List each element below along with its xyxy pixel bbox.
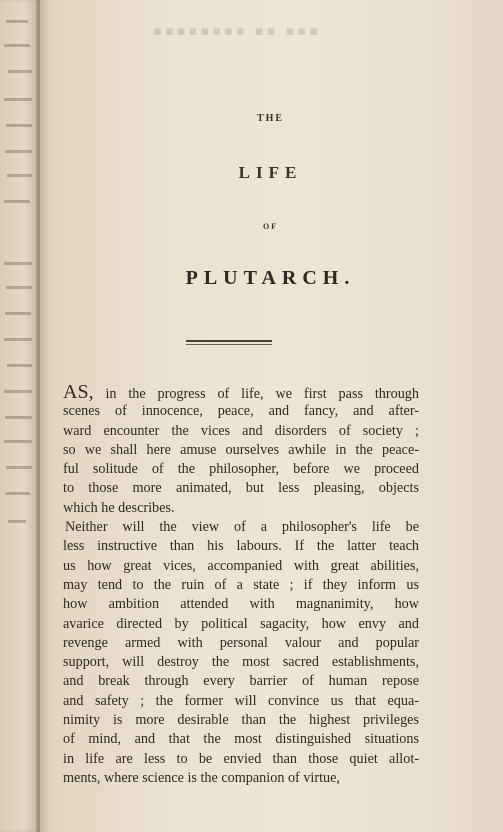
text-line: less instructive than his labours. If the latter teach: [63, 538, 419, 555]
title-the: THE: [256, 113, 285, 124]
paragraph-1: [63, 383, 419, 518]
text-line: so we shall here amuse ourselves awhile in the peace-: [63, 441, 419, 458]
text-line: Neither will the view of a philosopher's life be: [65, 519, 419, 536]
text-line: and safety ; the former will convince us that equa-: [63, 692, 419, 709]
text-line: how ambition attended with magnanimity, how: [63, 596, 419, 613]
text-line: to those more animated, but less pleasing, objects: [63, 480, 419, 497]
text-line: which he describes.: [63, 499, 175, 516]
text-line: may tend to the ruin of a state ; if they inform us: [63, 576, 419, 593]
text-line: and break through every barrier of human repose: [63, 673, 419, 690]
body-text: [63, 383, 419, 788]
text-line: ful solitude of the philosopher, before we proceed: [63, 461, 419, 478]
text-line: of mind, and that the most distinguished situations: [63, 731, 419, 748]
facing-page-edge: [0, 0, 40, 832]
title-life: LIFE: [238, 163, 303, 182]
text-line: scenes of innocence, peace, and fancy, and after-: [63, 403, 419, 420]
text-line: revenge armed with personal valour and popular: [63, 634, 419, 651]
text-line: us how great vices, accompanied with great abilities,: [63, 557, 419, 574]
bleed-through-text: ▪▪▪ ▪▪ ▪▪▪▪▪▪▪▪: [150, 24, 318, 39]
text-line: avarice directed by political sagacity, how envy and: [63, 615, 419, 632]
text-line: in life are less to be envied than those quiet allot-: [63, 750, 419, 767]
text-line: nimity is more desirable than the highest privileges: [63, 712, 419, 729]
text-line: ward encounter the vices and disorders of society ;: [63, 422, 419, 439]
title-of: OF: [262, 222, 279, 231]
title-rule: [186, 340, 272, 345]
text-line: AS, in the progress of life, we first pass through: [63, 381, 419, 403]
text-line: support, will destroy the most sacred establishments,: [63, 654, 419, 671]
paragraph-2: [63, 518, 419, 788]
spine-shadow: [36, 0, 50, 832]
facing-page-text-fragments: [2, 0, 36, 832]
drop-cap: AS,: [63, 381, 94, 403]
text-line: ments, where science is the companion of virtue,: [63, 769, 340, 786]
title-plutarch: PLUTARCH.: [185, 267, 356, 289]
